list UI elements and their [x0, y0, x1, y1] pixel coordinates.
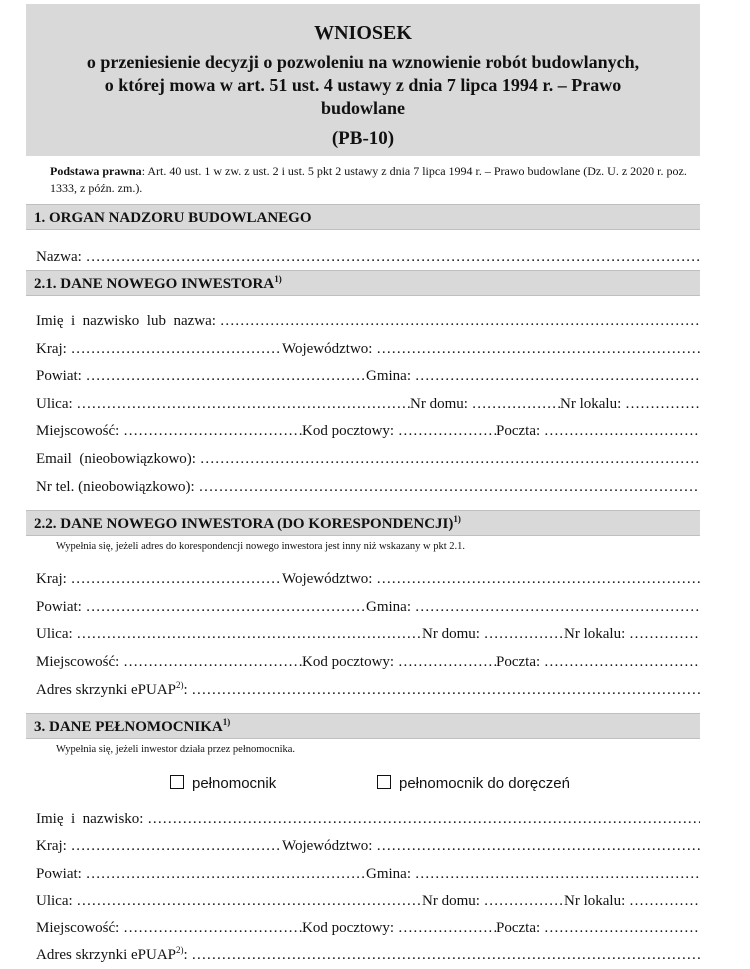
- field-label: Gmina:: [366, 368, 415, 384]
- field-label: Nr tel. (nieobowiązkowo):: [36, 479, 199, 495]
- row-miejscowosc-kod-poczta: [36, 652, 700, 672]
- fill-dots: [86, 599, 366, 615]
- fill-dots: [86, 249, 700, 265]
- field-ulica[interactable]: [36, 394, 410, 414]
- checkbox-label: pełnomocnik do doręczeń: [399, 775, 570, 792]
- fill-dots: [76, 893, 422, 909]
- field-kraj[interactable]: [36, 836, 282, 856]
- section-1-header: [26, 204, 700, 230]
- field-imie-nazwisko[interactable]: [36, 311, 700, 331]
- field-nr-domu[interactable]: [410, 394, 560, 414]
- fill-dots: [191, 682, 700, 698]
- field-ulica[interactable]: [36, 891, 422, 911]
- field-wojewodztwo[interactable]: [282, 836, 700, 856]
- fill-dots: [191, 947, 700, 963]
- fill-dots: [71, 838, 282, 854]
- section-2-2-header: [26, 510, 700, 536]
- field-label: Kraj:: [36, 838, 71, 854]
- fill-dots: [123, 920, 302, 936]
- field-nazwa[interactable]: [36, 247, 700, 267]
- row-ulica-nr: [36, 624, 700, 644]
- field-label: Miejscowość:: [36, 920, 124, 936]
- field-label: Nr lokalu:: [560, 396, 625, 412]
- section-note: Wypełnia się, jeżeli adres do korespondencji nowego inwestora jest inny niż wskazany w pkt 2.1.: [56, 541, 466, 552]
- field-ulica[interactable]: [36, 624, 422, 644]
- section-title: 1. ORGAN NADZORU BUDOWLANEGO: [34, 210, 312, 226]
- field-label: Nazwa:: [36, 249, 86, 265]
- subtitle-line: o przeniesienie decyzji o pozwoleniu na wznowienie robót budowlanych,: [86, 52, 640, 72]
- fill-dots: [472, 396, 560, 412]
- field-label: Kod pocztowy:: [302, 423, 398, 439]
- row-powiat-gmina: [36, 864, 700, 884]
- field-label-colon: :: [183, 947, 192, 963]
- fill-dots: [220, 313, 700, 329]
- field-label: Kraj:: [36, 341, 71, 357]
- field-poczta[interactable]: [496, 652, 700, 672]
- field-label: Ulica:: [36, 626, 77, 642]
- field-label: Województwo:: [282, 571, 377, 587]
- fill-dots: [398, 920, 496, 936]
- fill-dots: [376, 838, 700, 854]
- field-label: Nr lokalu:: [564, 626, 629, 642]
- fill-dots: [71, 341, 282, 357]
- field-nr-lokalu[interactable]: [564, 624, 700, 644]
- field-nr-lokalu[interactable]: [560, 394, 700, 414]
- row-kraj-wojewodztwo: [36, 836, 700, 856]
- checkbox-box[interactable]: [170, 775, 184, 789]
- fill-dots: [415, 866, 700, 882]
- fill-dots: [625, 396, 700, 412]
- field-nr-domu[interactable]: [422, 624, 564, 644]
- form-title: WNIOSEK: [314, 22, 412, 44]
- field-label: Gmina:: [366, 866, 415, 882]
- fill-dots: [71, 571, 282, 587]
- checkbox-label: pełnomocnik: [192, 775, 277, 792]
- field-label: Ulica:: [36, 893, 77, 909]
- field-nr-domu[interactable]: [422, 891, 564, 911]
- field-label: Województwo:: [282, 341, 377, 357]
- field-label: Kod pocztowy:: [302, 654, 398, 670]
- fill-dots: [544, 423, 700, 439]
- fill-dots: [376, 341, 700, 357]
- section-3-header: [26, 713, 700, 739]
- field-label: Poczta:: [496, 920, 544, 936]
- footnote-ref: 1): [274, 274, 282, 284]
- row-ulica-nr: [36, 394, 700, 414]
- footnote-ref: 2): [176, 680, 184, 690]
- field-label: Gmina:: [366, 599, 415, 615]
- field-nr-lokalu[interactable]: [564, 891, 700, 911]
- fill-dots: [147, 811, 700, 827]
- fill-dots: [484, 893, 564, 909]
- field-kraj[interactable]: [36, 569, 282, 589]
- field-label: Ulica:: [36, 396, 77, 412]
- fill-dots: [415, 599, 700, 615]
- field-kod-pocztowy[interactable]: [302, 421, 496, 441]
- fill-dots: [484, 626, 564, 642]
- subtitle-line: budowlane: [320, 98, 406, 118]
- section-title: 3. DANE PEŁNOMOCNIKA: [34, 719, 223, 735]
- field-label: Powiat:: [36, 866, 86, 882]
- row-ulica-nr: [36, 891, 700, 911]
- fill-dots: [398, 423, 496, 439]
- field-miejscowosc[interactable]: [36, 421, 302, 441]
- legal-basis-label: Podstawa prawna: [50, 164, 142, 178]
- checkbox-box[interactable]: [377, 775, 391, 789]
- field-label: Nr domu:: [422, 626, 484, 642]
- field-label: Nr domu:: [422, 893, 484, 909]
- fill-dots: [629, 626, 700, 642]
- fill-dots: [398, 654, 496, 670]
- footnote-ref: 1): [222, 717, 231, 727]
- form-code: (PB-10): [331, 128, 395, 149]
- field-label: Email (nieobowiązkowo):: [36, 451, 200, 467]
- section-title: 2.2. DANE NOWEGO INWESTORA (DO KORESPONDENCJI): [34, 516, 454, 532]
- fill-dots: [629, 893, 700, 909]
- row-powiat-gmina: [36, 366, 700, 386]
- section-2-1-header: [26, 270, 700, 296]
- field-label-colon: :: [183, 682, 192, 698]
- field-gmina[interactable]: [366, 864, 700, 884]
- footnote-ref: 1): [453, 514, 461, 524]
- fill-dots: [86, 368, 366, 384]
- field-label: Powiat:: [36, 599, 86, 615]
- field-label: Powiat:: [36, 368, 86, 384]
- field-label: Adres skrzynki ePUAP: [36, 947, 176, 963]
- subtitle-line: o której mowa w art. 51 ust. 4 ustawy z dnia 7 lipca 1994 r. – Prawo: [104, 75, 622, 95]
- row-kraj-wojewodztwo: [36, 569, 700, 589]
- row-kraj-wojewodztwo: [36, 339, 700, 359]
- form-subtitle: [26, 51, 700, 120]
- field-label: Miejscowość:: [36, 654, 124, 670]
- field-label: Poczta:: [496, 423, 544, 439]
- field-kod-pocztowy[interactable]: [302, 652, 496, 672]
- field-powiat[interactable]: [36, 366, 366, 386]
- fill-dots: [198, 479, 700, 495]
- field-label: Poczta:: [496, 654, 544, 670]
- field-label: Nr lokalu:: [564, 893, 629, 909]
- row-miejscowosc-kod-poczta: [36, 421, 700, 441]
- fill-dots: [76, 626, 422, 642]
- field-label: Województwo:: [282, 838, 377, 854]
- field-gmina[interactable]: [366, 597, 700, 617]
- field-label: Kod pocztowy:: [302, 920, 398, 936]
- section-title: 2.1. DANE NOWEGO INWESTORA: [34, 276, 275, 292]
- fill-dots: [76, 396, 410, 412]
- fill-dots: [544, 920, 700, 936]
- field-miejscowosc[interactable]: [36, 652, 302, 672]
- field-powiat[interactable]: [36, 597, 366, 617]
- field-email[interactable]: [36, 449, 700, 469]
- legal-basis: [50, 163, 700, 197]
- field-wojewodztwo[interactable]: [282, 569, 700, 589]
- field-kod-pocztowy[interactable]: [302, 918, 496, 938]
- fill-dots: [86, 866, 366, 882]
- field-gmina[interactable]: [366, 366, 700, 386]
- field-label: Nr domu:: [410, 396, 472, 412]
- fill-dots: [123, 423, 302, 439]
- legal-basis-text: : Art. 40 ust. 1 w zw. z ust. 2 i ust. 5 pkt 2 ustawy z dnia 7 lipca 1994 r. – Prawo budowlane (Dz. U. z 2020 r. poz. 1333, z późn. zm.).: [50, 164, 687, 195]
- row-miejscowosc-kod-poczta: [36, 918, 700, 938]
- field-label: Imię i nazwisko:: [36, 811, 148, 827]
- field-nr-tel[interactable]: [36, 477, 700, 497]
- fill-dots: [200, 451, 700, 467]
- field-epuap[interactable]: [36, 945, 700, 965]
- field-poczta[interactable]: [496, 421, 700, 441]
- field-label: Imię i nazwisko lub nazwa:: [36, 313, 220, 329]
- row-powiat-gmina: [36, 597, 700, 617]
- field-wojewodztwo[interactable]: [282, 339, 700, 359]
- field-label: Kraj:: [36, 571, 71, 587]
- fill-dots: [376, 571, 700, 587]
- checkbox-pelnomocnik[interactable]: [170, 774, 276, 794]
- fill-dots: [544, 654, 700, 670]
- fill-dots: [123, 654, 302, 670]
- section-note: Wypełnia się, jeżeli inwestor działa przez pełnomocnika.: [56, 744, 296, 755]
- field-miejscowosc[interactable]: [36, 918, 302, 938]
- fill-dots: [415, 368, 700, 384]
- field-epuap[interactable]: [36, 680, 700, 700]
- field-powiat[interactable]: [36, 864, 366, 884]
- field-label: Miejscowość:: [36, 423, 124, 439]
- field-imie-nazwisko[interactable]: [36, 809, 700, 829]
- footnote-ref: 2): [176, 945, 184, 955]
- field-poczta[interactable]: [496, 918, 700, 938]
- field-kraj[interactable]: [36, 339, 282, 359]
- field-label: Adres skrzynki ePUAP: [36, 682, 176, 698]
- form-header: [26, 4, 700, 156]
- checkbox-pelnomocnik-doreczen[interactable]: [377, 774, 570, 794]
